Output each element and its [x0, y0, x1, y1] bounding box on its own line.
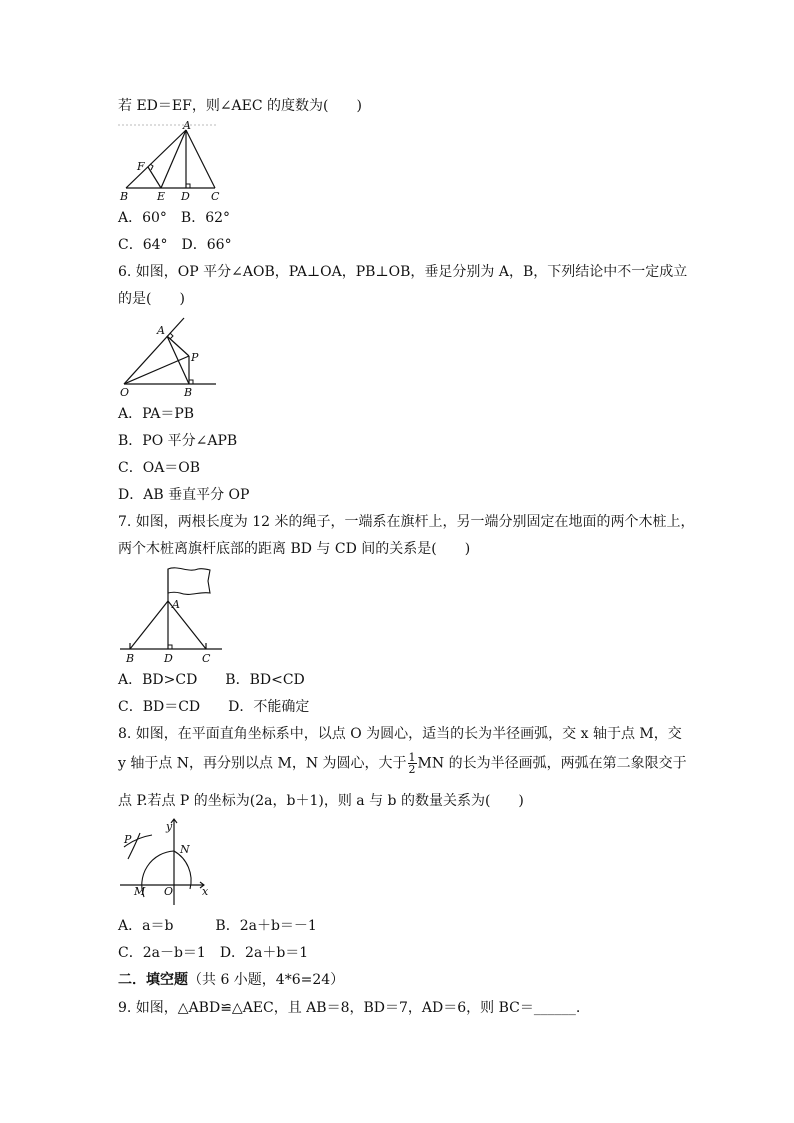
label-C: C	[202, 652, 211, 665]
label-M: M	[134, 885, 146, 898]
section2-note: （共 6 小题，4*6=24）	[188, 972, 345, 988]
label-O: O	[164, 885, 174, 898]
section2-title: 二．填空题	[118, 972, 188, 988]
q5-figure	[118, 118, 233, 203]
label-A: A	[157, 324, 165, 337]
label-D: D	[164, 652, 173, 665]
q6-option-c: C．OA＝OB	[118, 460, 201, 476]
q9-stem: 9. 如图，△ABD≌△AEC，且 AB＝8，BD＝7，AD＝6，则 BC＝______.	[118, 1000, 581, 1016]
q8-stem-line3: 点 P.若点 P 的坐标为(2a，b＋1)，则 a 与 b 的数量关系为( )	[118, 793, 524, 809]
fraction-numerator: 1	[408, 751, 416, 764]
label-O: O	[120, 386, 130, 398]
q7-stem-line2: 两个木桩离旗杆底部的距离 BD 与 CD 间的关系是( )	[118, 541, 471, 557]
q8-stem-line1: 8. 如图，在平面直角坐标系中，以点 O 为圆心，适当的长为半径画弧，交 x 轴于点 M，交	[118, 726, 682, 742]
q6-option-a: A．PA＝PB	[118, 406, 195, 422]
q6-option-b: B．PO 平分∠APB	[118, 433, 238, 449]
q8-options-ab: A．a＝b B．2a＋b＝－1	[118, 918, 317, 934]
label-y: y	[166, 820, 173, 833]
label-P: P	[124, 833, 132, 846]
label-N: N	[180, 843, 190, 856]
q5-stem: 若 ED＝EF，则∠AEC 的度数为( )	[118, 98, 362, 114]
q6-stem-line1: 6. 如图，OP 平分∠AOB，PA⊥OA，PB⊥OB，垂足分别为 A，B，下列结论中不一定成立	[118, 264, 688, 280]
label-E: E	[157, 190, 166, 203]
label-B: B	[120, 190, 129, 203]
label-A: A	[172, 598, 180, 611]
label-F: F	[137, 160, 145, 173]
label-A: A	[183, 119, 191, 132]
section2-heading	[118, 971, 344, 989]
q7-options-ab: A．BD>CD B．BD<CD	[118, 672, 305, 688]
q8-stem-line2	[118, 752, 687, 775]
q6-figure	[118, 314, 223, 398]
q7-figure	[118, 565, 228, 667]
label-B: B	[126, 652, 135, 665]
q8-options-cd: C．2a－b＝1 D．2a＋b＝1	[118, 945, 309, 961]
label-B: B	[184, 386, 193, 398]
label-D: D	[181, 190, 190, 203]
q8-figure	[118, 815, 218, 907]
label-P: P	[191, 351, 199, 364]
q7-options-cd: C．BD＝CD D．不能确定	[118, 699, 310, 715]
fraction-denominator: 2	[408, 763, 416, 776]
q6-stem-line2: 的是( )	[118, 291, 185, 307]
q8-stem-line2-post: MN 的长为半径画弧，两弧在第二象限交于	[417, 755, 687, 772]
q5-options-ab: A．60° B．62°	[118, 210, 231, 226]
q6-option-d: D．AB 垂直平分 OP	[118, 487, 250, 503]
fraction-one-half	[408, 752, 417, 775]
q5-options-cd: C．64° D．66°	[118, 237, 232, 253]
q7-stem-line1: 7. 如图，两根长度为 12 米的绳子，一端系在旗杆上，另一端分别固定在地面的两个木桩上，	[118, 514, 695, 530]
q8-stem-line2-pre: y 轴于点 N，再分别以点 M，N 为圆心，大于	[118, 755, 407, 772]
label-x: x	[202, 885, 209, 898]
label-C: C	[211, 190, 220, 203]
